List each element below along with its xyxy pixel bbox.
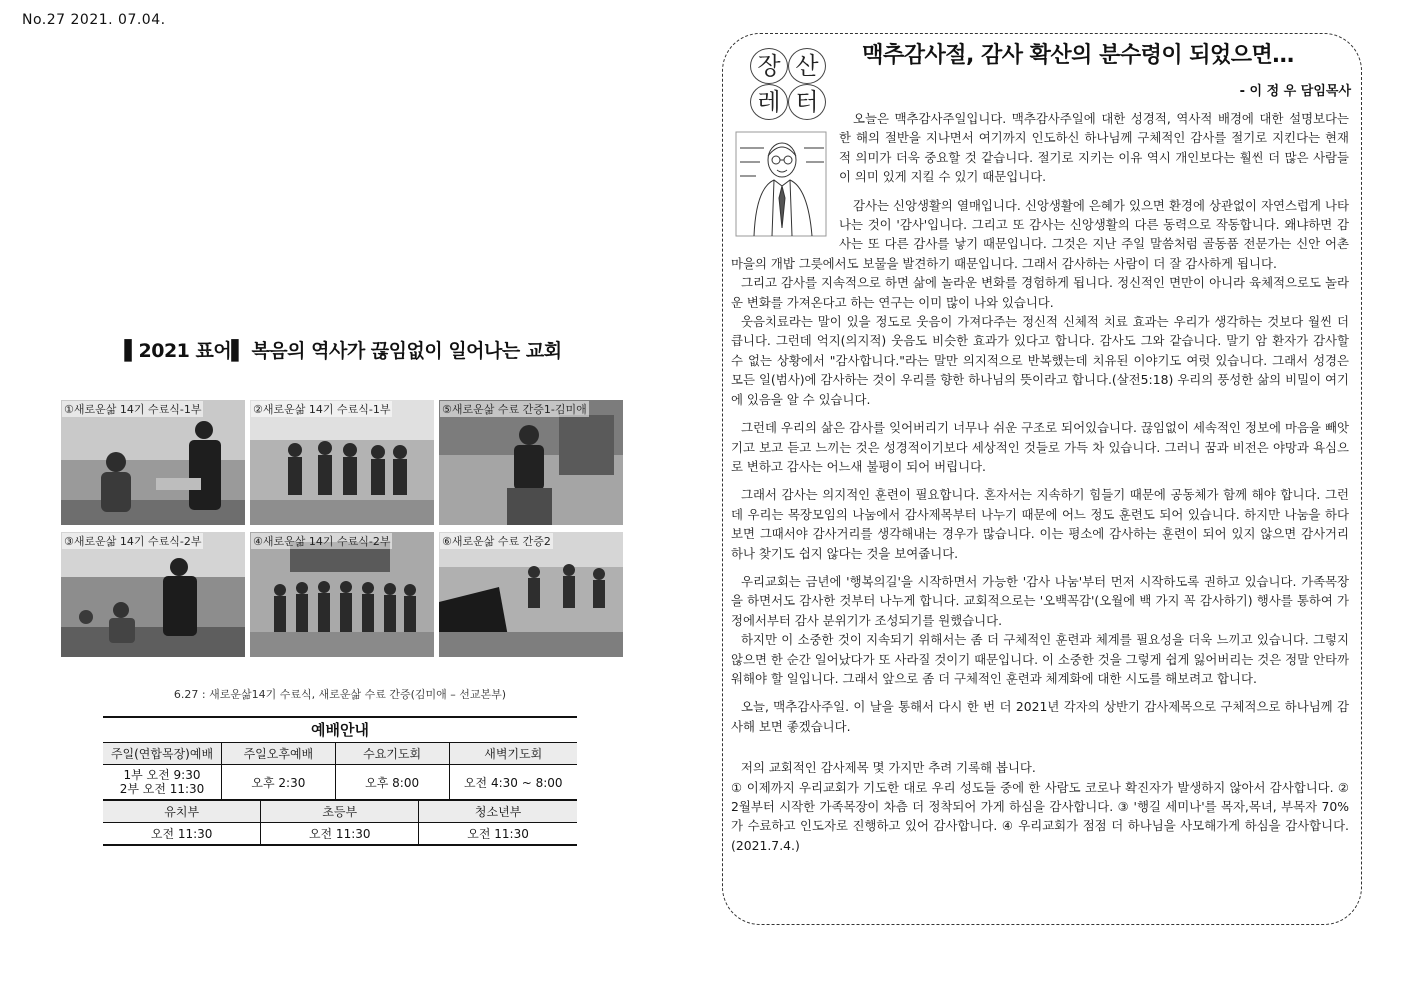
wednesday-time: 오후 8:00 (335, 765, 449, 800)
letter-paragraph-5: 그런데 우리의 삶은 감사를 잊어버리기 너무나 쉬운 구조로 되어있습니다. 끊임없이 세속적인 정보에 마음을 빼앗기고 보고 듣고 느끼는 것은 성경적이기보다 세상적인 것들로 가득 차 있습니다. 그러니 꿈과 비전은 야망과 욕심으로 변하고 감사는 어느새 불평이 되어 버립니다. (731, 420, 1349, 474)
letter-title: 맥추감사절, 감사 확산의 분수령이 되었으면… (862, 43, 1294, 68)
badge-char-1: 장 (750, 48, 788, 84)
sunday-service-2: 2부 오전 11:30 (119, 782, 205, 796)
letter-paragraph-9: 오늘, 맥추감사주일. 이 날을 통해서 다시 한 번 더 2021년 각자의 상반기 감사제목으로 구체적으로 하나님께 감사해 보면 좋겠습니다. (731, 699, 1349, 734)
badge-char-4: 터 (788, 84, 826, 120)
worship-title: 예배안내 (103, 716, 577, 743)
badge-char-3: 레 (750, 84, 788, 120)
letter-paragraph-6: 그래서 감사는 의지적인 훈련이 필요합니다. 혼자서는 지속하기 힘들기 때문에 공동체가 함께 해야 합니다. 그런데 우리는 목장모임의 나눔에서 감사제목부터 나누기 때문에 어느 정도 훈련도 되어 있습니다. 하지만 나눔을 하다보면 그때서야 감사거리를 생각해내는 경우가 많습니다. 이는 평소에 감사하는 훈련이 되어 있지 않으면 감사거리 하나 찾기도 쉽지 않다는 것을 보여줍니다. (731, 487, 1349, 561)
photo-2 (250, 400, 434, 525)
afternoon-time: 오후 2:30 (222, 765, 336, 800)
header-dawn: 새벽기도회 (449, 743, 577, 765)
kindergarten-time: 오전 11:30 (103, 823, 261, 846)
worship-table (103, 743, 577, 799)
photo-4-caption: ③새로운삶 14기 수료식-2부 (64, 535, 202, 548)
letter-paragraph-2: 감사는 신앙생활의 열매입니다. 신앙생활에 은혜가 있으면 환경에 상관없이 자연스럽게 나타나는 것이 '감사'입니다. 그리고 또 감사는 신앙생활의 다른 동력으로 작동합니다. 왜냐하면 감사는 또 다른 감사를 낳기 때문입니다. 그것은 지난 주일 말씀처럼 골동품 전문가는 신안 어촌 마을의 개밥 그릇에서도 보물을 발견하기 때문입니다. 그래서 감사하는 사람이 더 잘 감사하게 됩니다. (731, 197, 1349, 271)
letter-paragraph-1: 오늘은 맥추감사주일입니다. 맥추감사주일에 대한 성경적, 역사적 배경에 대한 설명보다는 한 해의 절반을 지나면서 여기까지 인도하신 하나님께 구체적인 감사를 절기로 지킨다는 현재적 의미가 더욱 중요할 것 같습니다. 절기로 지키는 이유 역시 개인보다는 훨씬 더 많은 사람들이 의미 있게 지킬 수 있기 때문입니다. (839, 111, 1349, 185)
photo-description: 6.27 : 새로운삶14기 수료식, 새로운삶 수료 간증(김미애 – 선교본부) (173, 688, 507, 701)
photo-4-image (61, 532, 245, 657)
photo-2-image (250, 400, 434, 525)
issue-number: No.27 2021. 07.04. (22, 12, 166, 28)
dawn-time: 오전 4:30 ~ 8:00 (449, 765, 577, 800)
sunday-service-1: 1부 오전 9:30 (123, 768, 201, 782)
youth-time: 오전 11:30 (419, 823, 577, 846)
photo-4 (61, 532, 245, 657)
header-sunday-afternoon: 주일오후예배 (222, 743, 336, 765)
photo-1 (61, 400, 245, 525)
header-wednesday: 수요기도회 (335, 743, 449, 765)
elementary-time: 오전 11:30 (261, 823, 419, 846)
header-kindergarten: 유치부 (103, 800, 261, 823)
photo-2-caption: ②새로운삶 14기 수료식-1부 (253, 403, 391, 416)
header-youth: 청소년부 (419, 800, 577, 823)
letter-author: - 이 정 우 담임목사 (1239, 84, 1351, 99)
photo-6-image (439, 532, 623, 657)
photo-5-caption: ④새로운삶 14기 수료식-2부 (253, 535, 391, 548)
photo-3 (439, 400, 623, 525)
letter-paragraph-11: ① 이제까지 우리교회가 기도한 대로 우리 성도들 중에 한 사람도 코로나 확진자가 발생하지 않아서 감사합니다. ② 2월부터 시작한 가족목장이 차츰 더 정착되어 가게 하심을 감사합니다. ③ '행길 세미나'를 목자,목녀, 부목자 70%가 수료하고 인도자로 진행하고 있어 감사합니다. ④ 우리교회가 점점 더 하나님을 사모해가게 하심을 감사합니다.(2021.7.4.) (731, 779, 1349, 853)
portrait-spacer (731, 109, 839, 247)
letter-paragraph-10: 저의 교회적인 감사제목 몇 가지만 추려 기록해 봅니다. (741, 760, 1036, 776)
letter-paragraph-8: 하지만 이 소중한 것이 지속되기 위해서는 좀 더 구체적인 훈련과 체계를 필요성을 더욱 느끼고 있습니다. 그렇지 않으면 한 순간 일어났다가 또 사라질 것이기 때문입니다. 이 소중한 것을 그렇게 쉽게 잃어버리는 것은 정말 안타까워해야 할 일입니다. 그래서 앞으로 좀 더 구체적인 훈련과 체계화에 대한 시도를 해보려고 합니다. (731, 632, 1349, 686)
letter-body (731, 109, 1349, 855)
photo-3-caption: ⑤새로운삶 수료 간증1-김미애 (442, 403, 587, 416)
photo-1-image (61, 400, 245, 525)
worship-info (103, 716, 577, 846)
photo-6 (439, 532, 623, 657)
department-table (103, 799, 577, 846)
photo-5 (250, 532, 434, 657)
header-sunday: 주일(연합목장)예배 (103, 743, 222, 765)
photo-5-image (250, 532, 434, 657)
letter-paragraph-3: 그리고 감사를 지속적으로 하면 삶에 놀라운 변화를 경험하게 됩니다. 정신적인 면만이 아니라 육체적으로도 놀라운 변화를 가져온다고 하는 연구는 이미 많이 나와 있습니다. (731, 275, 1349, 310)
photo-1-caption: ①새로운삶 14기 수료식-1부 (64, 403, 202, 416)
header-elementary: 초등부 (261, 800, 419, 823)
letter-paragraph-7: 우리교회는 금년에 '행복의길'을 시작하면서 가능한 '감사 나눔'부터 먼저 시작하도록 권하고 있습니다. 가족목장을 하면서도 감사한 것부터 나누게 합니다. 교회적으로는 '오백꼭감'(오월에 백 가지 꼭 감사하기) 행사를 통하여 가정에서부터 감사 분위기가 조성되기를 원했습니다. (731, 573, 1349, 628)
photo-3-image (439, 400, 623, 525)
church-motto: ▌2021 표어▌ 복음의 역사가 끊임없이 일어나는 교회 (124, 340, 562, 362)
photo-grid (61, 400, 623, 657)
sunday-service-times (103, 765, 222, 800)
letter-paragraph-4: 웃음치료라는 말이 있을 정도로 웃음이 가져다주는 정신적 신체적 치료 효과는 우리가 생각하는 것보다 월씬 더 큽니다. 그런데 억지(의지적) 웃음도 비슷한 효과가 있다고 합니다. 감사도 그와 같습니다. 말기 암 환자가 감사할 수 없는 상황에서 "감사합니다."라는 말만 의지적으로 반복했는데 치유된 이야기도 여럿 있습니다. 그래서 성경은 모든 일(범사)에 감사하는 것이 우리를 향한 하나님의 뜻이라고 합니다.(살전5:18) 우리의 풍성한 삶의 비밀이 여기에 있음을 알 수 있습니다. (731, 314, 1349, 407)
badge-char-2: 산 (788, 48, 826, 84)
photo-6-caption: ⑥새로운삶 수료 간증2 (442, 535, 551, 548)
